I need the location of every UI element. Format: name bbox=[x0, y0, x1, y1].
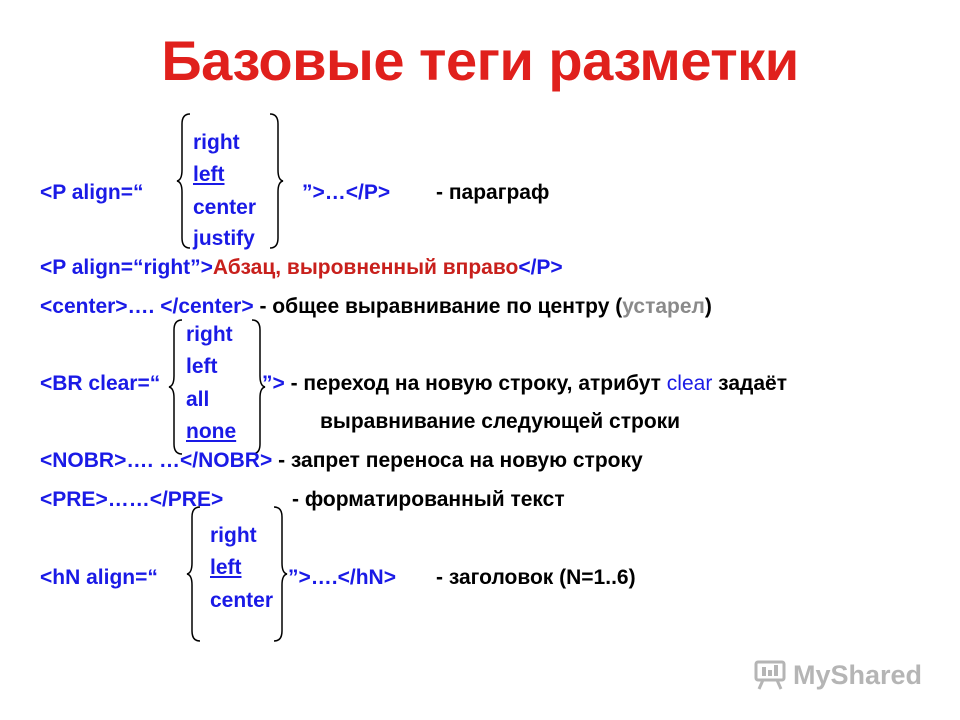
p-align-description: - параграф bbox=[436, 181, 550, 204]
page-title: Базовые теги разметки bbox=[161, 29, 799, 92]
p-example-open-tag: <P align=“right”> bbox=[40, 256, 213, 279]
br-clear-attr: clear bbox=[666, 372, 713, 395]
br-clear-option-left: left bbox=[186, 355, 218, 378]
p-example-close-tag: </P> bbox=[518, 256, 563, 279]
nobr-description: - запрет переноса на новую строку bbox=[272, 449, 643, 472]
br-clear-line bbox=[262, 371, 787, 397]
center-description-end: ) bbox=[704, 295, 712, 318]
center-tag: <center>…. </center> bbox=[40, 295, 254, 318]
p-example-line bbox=[40, 255, 563, 281]
hn-align-description: - заголовок (N=1..6) bbox=[436, 566, 636, 589]
p-align-option-center: center bbox=[193, 196, 257, 219]
center-description: - общее выравнивание по центру ( bbox=[253, 295, 623, 318]
hn-align-option-left: left bbox=[210, 556, 242, 579]
center-line bbox=[40, 294, 712, 320]
left-brace-icon bbox=[177, 114, 190, 248]
hn-align-open-tag: <hN align=“ bbox=[40, 566, 158, 589]
p-align-option-justify: justify bbox=[193, 227, 255, 250]
hn-align-option-center: center bbox=[210, 589, 274, 612]
br-clear-open-tag: <BR clear=“ bbox=[40, 372, 161, 395]
watermark bbox=[753, 655, 922, 695]
hn-align-close-tag: ”>….</hN> bbox=[288, 566, 396, 589]
br-clear-description-line2: выравнивание следующей строки bbox=[320, 410, 681, 433]
right-brace-icon bbox=[274, 507, 287, 641]
p-example-text: Абзац, выровненный вправо bbox=[212, 256, 519, 279]
br-clear-description-end: задаёт bbox=[712, 372, 787, 395]
presentation-board-icon bbox=[753, 658, 787, 692]
left-brace-icon bbox=[169, 320, 182, 454]
left-brace-icon bbox=[187, 507, 200, 641]
watermark-text: MyShared bbox=[792, 659, 922, 690]
p-align-option-right: right bbox=[193, 131, 240, 154]
right-brace-icon bbox=[270, 114, 283, 248]
p-align-option-left: left bbox=[193, 163, 225, 186]
br-clear-option-right: right bbox=[186, 323, 233, 346]
center-deprecated: устарел bbox=[622, 295, 705, 318]
br-clear-close-tag: ”> bbox=[262, 372, 285, 395]
hn-align-option-right: right bbox=[210, 524, 257, 547]
nobr-line bbox=[40, 448, 643, 474]
pre-description: - форматированный текст bbox=[292, 488, 565, 511]
p-align-close-tag: ”>…</P> bbox=[302, 181, 391, 204]
pre-tag: <PRE>……</PRE> bbox=[40, 488, 224, 511]
nobr-tag: <NOBR>…. …</NOBR> bbox=[40, 449, 273, 472]
br-clear-option-none: none bbox=[186, 420, 237, 443]
p-align-open-tag: <P align=“ bbox=[40, 181, 144, 204]
br-clear-option-all: all bbox=[186, 388, 210, 411]
br-clear-description: - переход на новую строку, атрибут bbox=[284, 372, 667, 395]
